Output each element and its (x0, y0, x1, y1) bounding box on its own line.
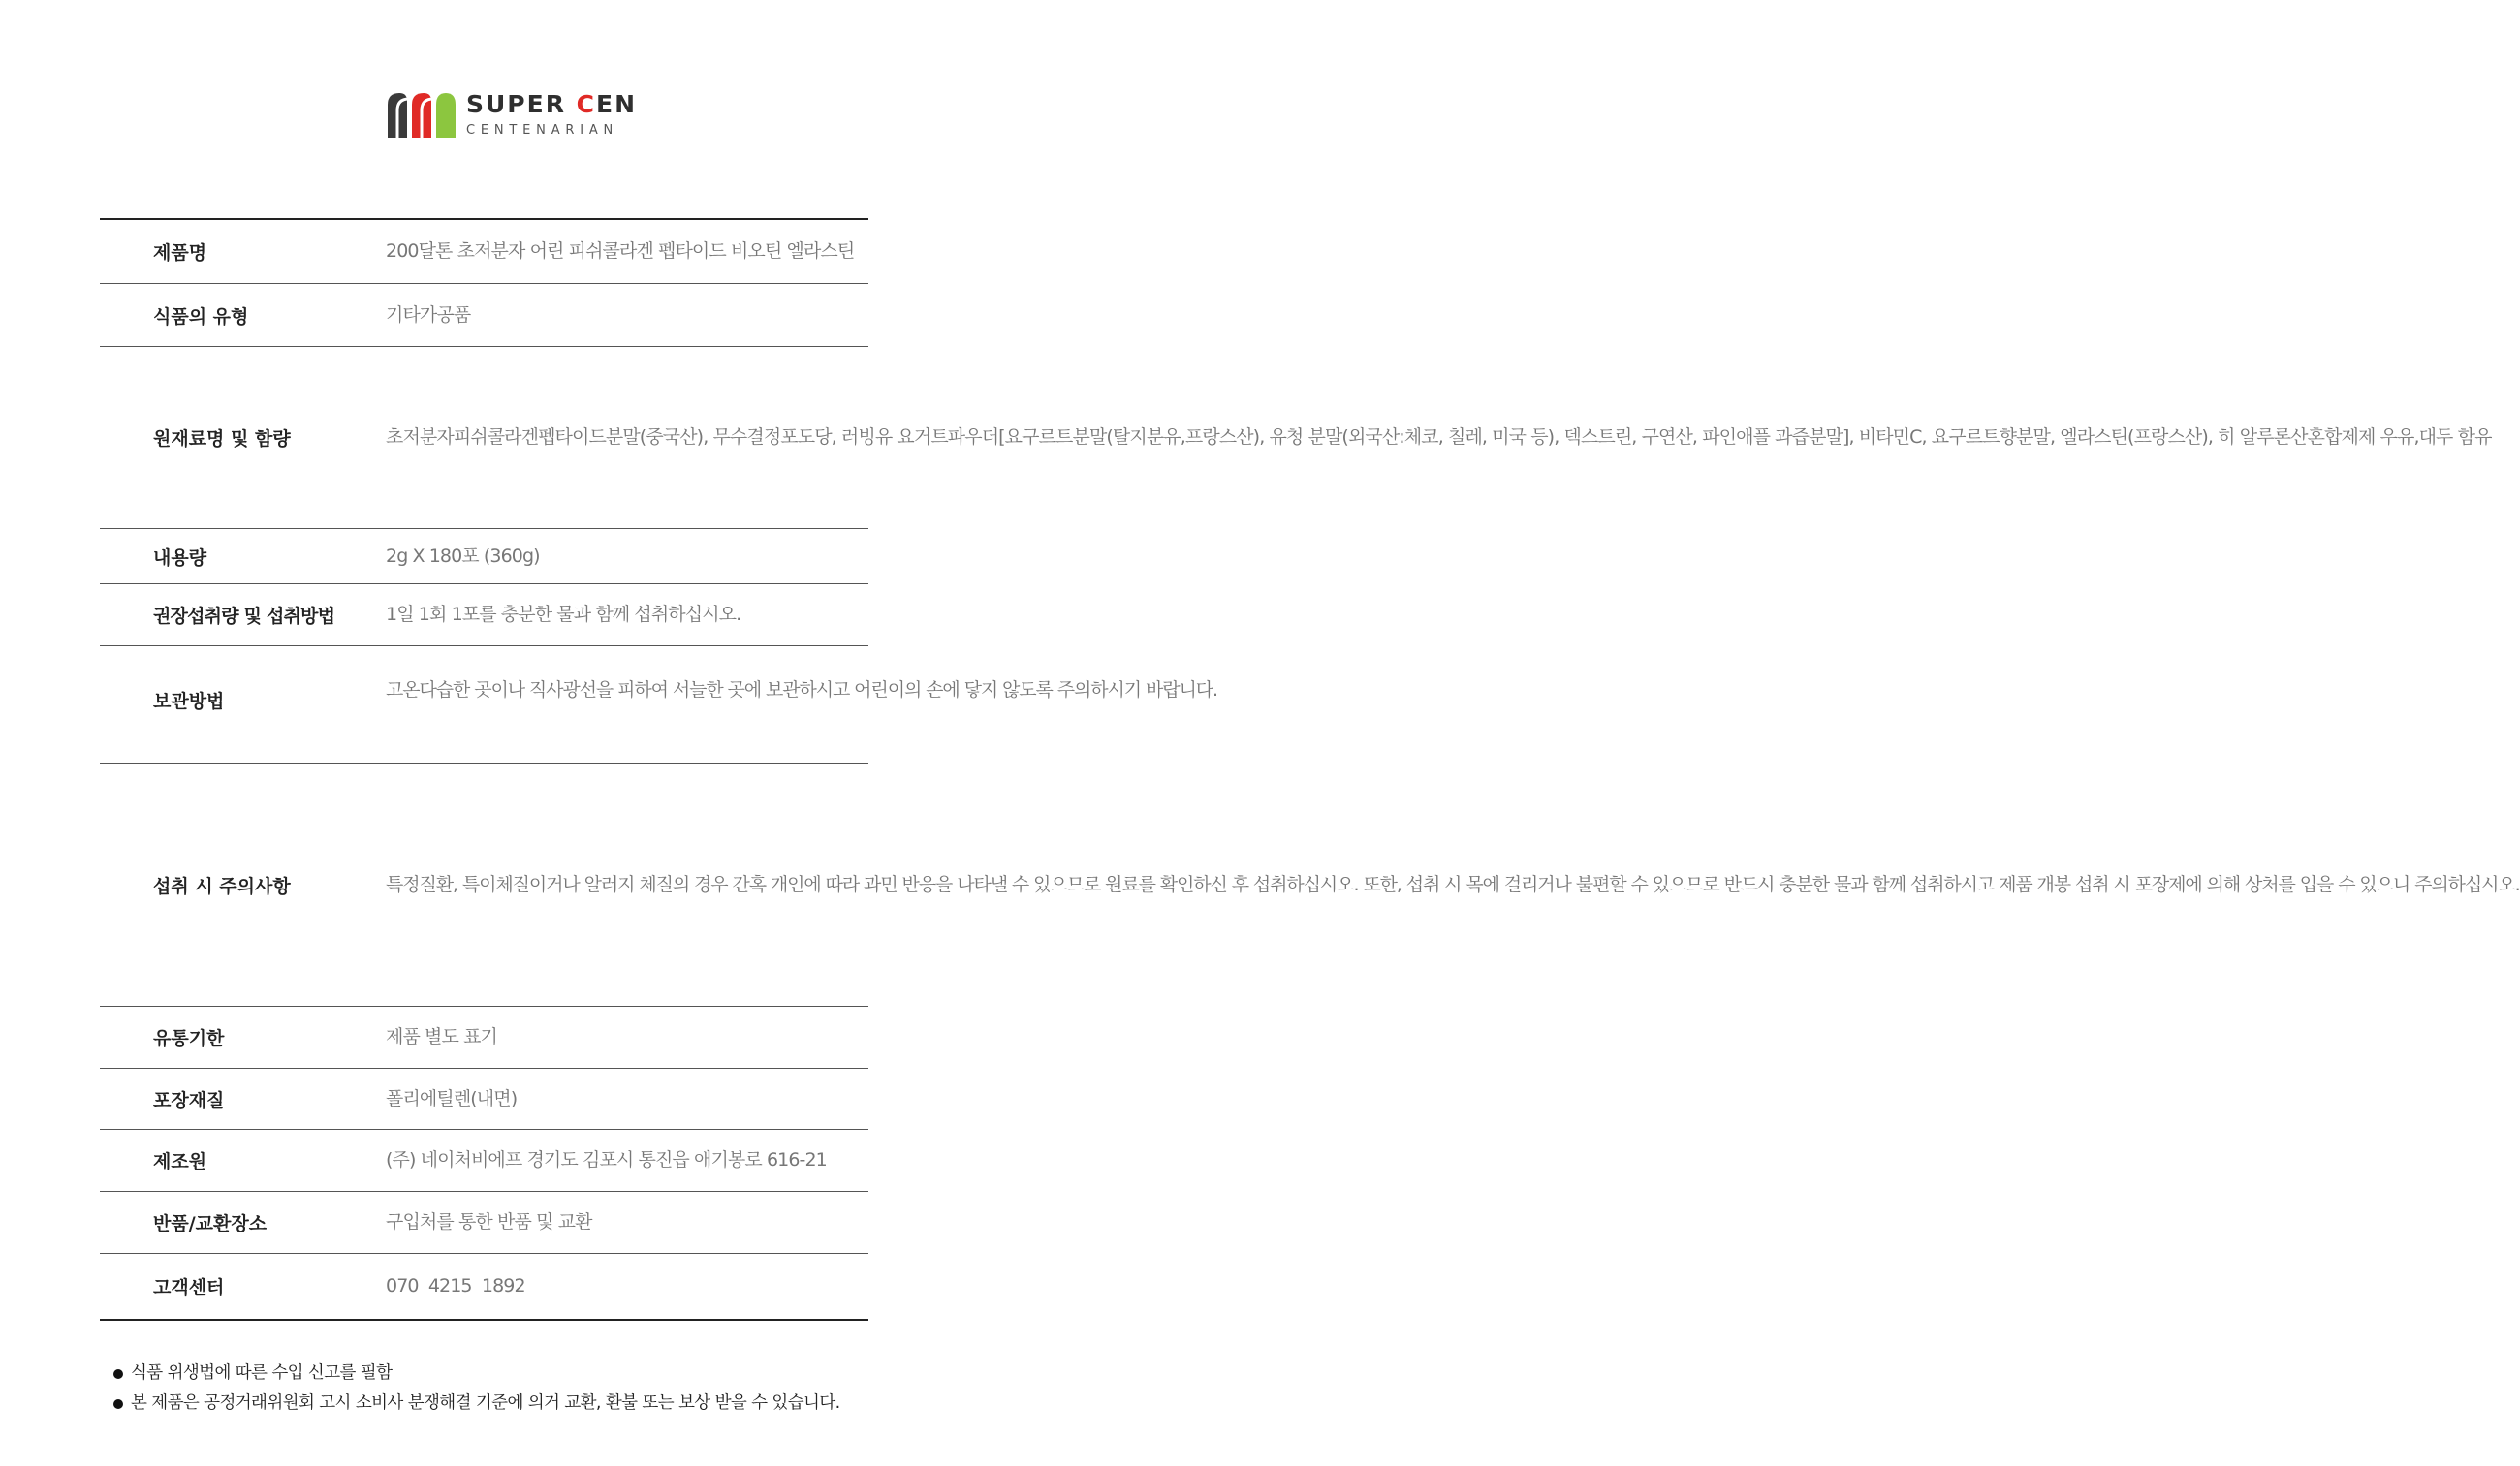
note-item (113, 1388, 908, 1419)
note-text: 식품 위생법에 따른 수입 신고를 필함 (131, 1363, 393, 1383)
row-label: 반품/교환장소 (153, 1213, 268, 1234)
table-row (100, 529, 868, 584)
row-value: 기타가공품 (386, 303, 471, 326)
row-label: 권장섭취량 및 섭취방법 (153, 606, 335, 627)
note-item (113, 1358, 908, 1388)
table-row (100, 1007, 868, 1069)
brand-logo (386, 91, 637, 140)
row-value: 폴리에틸렌(내면) (386, 1087, 518, 1109)
row-value: 특정질환, 특이체질이거나 알러지 체질의 경우 간혹 개인에 따라 과민 반응을 나타낼 수 있으므로 원료를 확인하신 후 섭취하십시오. 또한, 섭취 시 목에 걸리거나 불편할 수 있으므로 반드시 충분한 물과 함께 섭취하시고 제품 개봉 섭취 시 포장제에 의해 상처를 입을 수 있으니 주의하십시오. (386, 874, 2520, 895)
brand-subtitle: CENTENARIAN (466, 123, 619, 138)
bullet-icon (113, 1369, 123, 1379)
table-row (100, 1069, 868, 1130)
row-label: 제조원 (153, 1151, 207, 1172)
table-row (100, 584, 868, 646)
table-row (100, 284, 868, 347)
row-value: 070 4215 1892 (386, 1275, 525, 1296)
table-row (100, 220, 868, 284)
note-text: 본 제품은 공정거래위원회 고시 소비사 분쟁해결 기준에 의거 교환, 환불 또는 보상 받을 수 있습니다. (131, 1393, 840, 1413)
row-label: 섭취 시 주의사항 (153, 875, 291, 897)
table-row (100, 1192, 868, 1254)
product-info-table (100, 218, 2520, 1321)
brand-name-rest: EN (596, 90, 638, 118)
row-label: 고객센터 (153, 1277, 225, 1298)
row-label: 내용량 (153, 546, 207, 569)
row-value: 1일 1회 1포를 충분한 물과 함께 섭취하십시오. (386, 604, 741, 625)
table-row (100, 347, 2492, 529)
notes-list (113, 1358, 908, 1419)
row-label: 포장재질 (153, 1089, 225, 1111)
row-label: 식품의 유형 (153, 305, 249, 328)
row-label: 원재료명 및 함량 (153, 428, 291, 450)
bullet-icon (113, 1399, 123, 1409)
table-row (100, 646, 1217, 764)
table-row (100, 1254, 868, 1319)
row-value: 초저분자피쉬콜라겐펩타이드분말(중국산), 무수결정포도당, 러빙유 요거트파우더[요구르트분말(탈지분유,프랑스산), 유청 분말(외국산:체코, 칠레, 미국 등), 덱스트린, 구연산, 파인애플 과즙분말], 비타민C, 요구르트향분말, 엘라스틴(프랑스산), 히 알루론산혼합제제 우유,대두 함유 (386, 426, 2492, 448)
brand-logo-icon (386, 91, 457, 140)
row-label: 보관방법 (153, 691, 225, 712)
table-row (100, 764, 2520, 1007)
brand-name-accent: C (576, 90, 597, 118)
row-value: 구입처를 통한 반품 및 교환 (386, 1211, 592, 1232)
brand-name-main: SUPER (466, 90, 577, 118)
row-label: 제품명 (153, 242, 207, 264)
brand-name (466, 92, 637, 117)
row-value: (주) 네이처비에프 경기도 김포시 통진읍 애기봉로 616-21 (386, 1149, 827, 1170)
row-value: 200달톤 초저분자 어린 피쉬콜라겐 펩타이드 비오틴 엘라스틴 (386, 240, 855, 262)
table-row (100, 1130, 868, 1192)
row-value: 고온다습한 곳이나 직사광선을 피하여 서늘한 곳에 보관하시고 어린이의 손에 닿지 않도록 주의하시기 바랍니다. (386, 679, 1217, 701)
row-label: 유통기한 (153, 1028, 225, 1049)
row-value: 제품 별도 표기 (386, 1026, 498, 1047)
row-value: 2g X 180포 (360g) (386, 545, 540, 567)
